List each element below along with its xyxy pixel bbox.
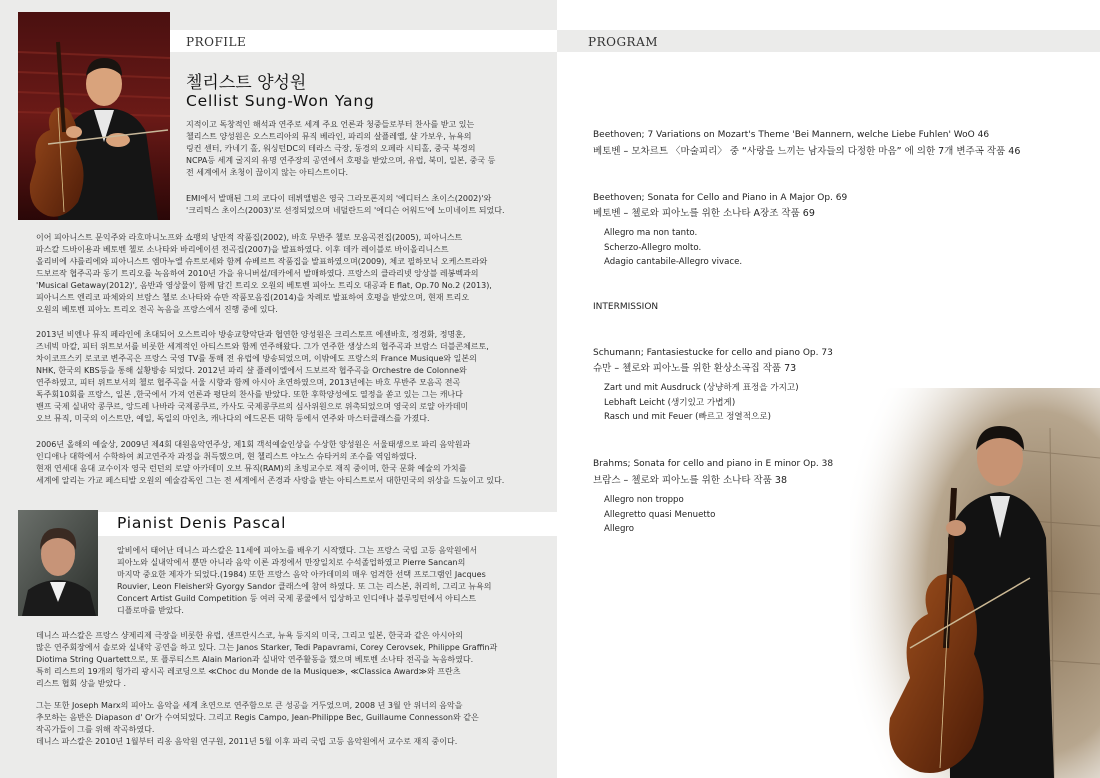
- pianist-bio-2: 데니스 파스칼은 프랑스 샹제리제 극장을 비롯한 유럽, 샌프란시스코, 뉴욕 등지의 미국, 그리고 일본, 한국과 같은 아시아의 많은 연주회장에서 솔로와 실내악 공연을 하고 있다. 그는 Janos Starker, Tedi Papavrami, Corey Cerovsek, Philippe Graffin과 Diotima String Quartett으로, 또 플루티스트 Alain Marion과 실내악 연주활동을 했으며 베토벤 소나타 전곡을 녹음하였다. 특히 리스트의 19개의 헝가리 광시곡 레코딩으로 ≪Choc du Monde de la Musique≫, ≪Classica Award≫와 프란츠 리스트 협회 상을 받았다 .: [36, 631, 498, 688]
- cellist-bio-3: 이어 피아니스트 문익주와 라흐마니노프와 쇼팽의 낭만적 작품집(2002), 바흐 무반주 첼로 모음곡전집(2005), 피아니스트 파스칼 드바이용과 베토벤 첼로 소나타와 바리에이션 전곡집(2007)을 발표하였다. 이후 데카 레이블로 바이올리니스트 올리비에 샤를리에와 피아니스트 엠마누엘 슈트로세와 함께 슈베르트 작품집을 발표하였으며(2009), 체코 필하모닉 오케스트라와 드보르작 협주곡과 동기 트리오를 녹음하여 2010년 가을 유니버설/데카에서 발매하였다. 프랑스의 클라리넷 앙상블 레봉벡과의 'Musical Getaway(2012)', 음반과 영상물이 함께 담긴 트리오 오원의 베토벤 피아노 트리오 대공과 E flat, Op.70 No.2 (2013), 피아니스트 엔리코 파체와의 브람스 첼로 소나타와 슈만 작품모음집(2014)을 차례로 발표하여 호평을 받았으며, 현재 트리오 오원의 베토벤 피아노 트리오 전곡 녹음을 프랑스에서 진행 중에 있다.: [36, 233, 492, 314]
- program-1-title-en: Beethoven; 7 Variations on Mozart's Theme 'Bei Mannern, welche Liebe Fuhlen' WoO 46: [593, 130, 990, 140]
- program-3-title-en: Schumann; Fantasiestucke for cello and piano Op. 73: [593, 348, 833, 358]
- program-3-movements: Zart und mit Ausdruck (상냥하게 표정을 가지고) Lebhaft Leicht (생기있고 가볍게) Rasch und mit Feuer (빠르고 정열적으로): [604, 383, 799, 422]
- pianist-name-en: Pianist Denis Pascal: [117, 514, 287, 532]
- cellist-bio-2: EMI에서 발매된 그의 코다이 데뷔앨범은 영국 그라모폰지의 '에디터스 초이스(2002)'와 '크리틱스 초이스(2003)'로 선정되었으며 네덜란드의 '에디슨 어워드'에 노미네이트 되었다.: [186, 194, 505, 215]
- program-4-movements: Allegro non troppo Allegretto quasi Menuetto Allegro: [604, 495, 716, 534]
- cellist-standing-photo-image: [850, 388, 1100, 778]
- program-3-title-ko: 슈만 – 첼로와 피아노를 위한 환상소곡집 작품 73: [593, 363, 797, 374]
- program-2-movements: Allegro ma non tanto. Scherzo-Allegro molto. Adagio cantabile-Allegro vivace.: [604, 228, 743, 267]
- program-label: PROGRAM: [588, 35, 659, 49]
- program-page: [557, 0, 1100, 778]
- pianist-bio-3: 그는 또한 Joseph Marx의 피아노 음악을 세계 초연으로 연주함으로 큰 성공을 거두었으며, 2008 년 3월 안 위너의 음악을 추모하는 음반은 Diapason d' Or가 수여되었다. 그리고 Regis Campo, Jean-Philippe Bec, Guillaume Connesson와 같은 작곡가들이 그를 위해 작곡하였다. 데니스 파스칼은 2010년 1월부터 리옹 음악원 연구원, 2011년 5월 이후 파리 국립 고등 음악원에서 교수로 재직 중이다.: [36, 701, 479, 746]
- program-2-title-en: Beethoven; Sonata for Cello and Piano in A Major Op. 69: [593, 193, 848, 203]
- intermission: INTERMISSION: [593, 302, 659, 312]
- pianist-photo-image: [18, 510, 98, 616]
- program-2-title-ko: 베토벤 – 첼로와 피아노를 위한 소나타 A장조 작품 69: [593, 208, 815, 219]
- cellist-bio-4: 2013년 비엔나 뮤직 페라인에 초대되어 오스트리아 방송교향악단과 협연한 양성원은 크리스토프 에센바흐, 정경화, 정명훈, 즈네빅 마칼, 피터 위트보서를 비롯한 세계적인 아티스트와 함께 연주해왔다. 그가 연주한 생상스의 협주곡과 브람스 더블콘체르토, 차이코프스키 로코코 변주곡은 프랑스 국영 TV를 통해 전 유럽에 방송되었으며, 이밖에도 프랑스의 France Musique와 일본의 NHK, 한국의 KBS등을 통해 실황방송 되었다. 2012년 파리 샬 플레이엘에서 드보르작 협주곡을 Orchestre de Colonne와 연주하였고, 피터 위트보서의 첼로 협주곡을 서울 시향과 함께 아시아 초연하였으며, 2013년에는 바흐 무반주 모음곡 전곡 독주회10회를 프랑스, 일본 ,한국에서 가져 언론과 평단의 찬사를 받았다. 또한 후학양성에도 열정을 쏟고 있는 그는 캐나다 밴프 국제 실내악 콩쿠르, 앙드레 나바라 국제콩쿠르, 카사도 국제콩쿠르의 심사위원으로 위촉되었으며 영국의 로얄 아카데미 오브 뮤직, 미국의 이스트만, 예일, 독일의 마인츠, 캐나다의 에드몬튼 대학 등에서 연주와 마스터클래스를 가졌다.: [36, 330, 489, 423]
- cellist-bio-1: 지적이고 독창적인 해석과 연주로 세계 주요 언론과 청중들로부터 찬사를 받고 있는 첼리스트 양성원은 오스트리아의 뮤직 베라인, 파리의 살플레옐, 샬 가보우, 뉴욕의 링컨 센터, 카네기 홀, 워싱턴DC의 테라스 극장, 동경의 오페라 시티홀, 중국 북경의 NCPA등 세계 굴지의 유명 연주장의 공연에서 호평을 받았으며, 유럽, 북미, 일본, 중국 등 전 세계에서 초청이 끊이지 않는 아티스트이다.: [186, 120, 496, 177]
- program-4-title-en: Brahms; Sonata for cello and piano in E minor Op. 38: [593, 459, 834, 469]
- cellist-standing-photo: [850, 388, 1100, 778]
- cellist-photo-image: [18, 12, 170, 220]
- profile-label: PROFILE: [186, 35, 247, 49]
- pianist-photo: [18, 510, 98, 616]
- cellist-photo: [18, 12, 170, 220]
- cellist-name-ko: 첼리스트 양성원: [186, 73, 307, 93]
- cellist-name-en: Cellist Sung-Won Yang: [186, 92, 375, 110]
- program-1-title-ko: 베토벤 – 모차르트 〈마술피리〉 중 “사랑을 느끼는 남자들의 다정한 마음” 에 의한 7개 변주곡 작품 46: [593, 146, 1021, 157]
- cellist-bio-5: 2006년 올해의 예술상, 2009년 제4회 대원음악연주상, 제1회 객석예술인상을 수상한 양성원은 서울태생으로 파리 음악원과 인디애나 대학에서 수학하여 최고연주자 과정을 취득했으며, 현 첼리스트 야노스 슈타커의 조수를 역임하였다. 현재 연세대 음대 교수이자 영국 런던의 로얄 아카데미 오브 뮤직(RAM)의 초빙교수로 재직 중이며, 한국 문화 예술의 가치를 세계에 알리는 가교 페스티발 오원의 예술감독인 그는 전 세계에서 존경과 사랑을 받는 아티스트로서 대한민국의 위상을 드높이고 있다.: [36, 440, 505, 485]
- program-4-title-ko: 브람스 – 첼로와 피아노를 위한 소나타 작품 38: [593, 475, 787, 486]
- pianist-bio-1: 알비에서 태어난 데니스 파스칼은 11세에 피아노를 배우기 시작했다. 그는 프랑스 국립 고등 음악원에서 피아노와 실내악에서 뿐만 아니라 음악 이론 과정에서 만장일치로 수석졸업하였고 Pierre Sancan의 마지막 중요한 제자가 되었다.(1984) 또한 프랑스 음악 아카데미의 매우 엄격한 선택 프로그램인 Jacques Rouvier, Leon Fleisher와 Gyorgy Sandor 클래스에 참여 하였다. 또 그는 리스본, 취리히, 그리고 뉴욕의 Concert Artist Guild Competition 등 여러 국제 콩쿨에서 입상하고 인디애나 블루밍턴에서 아티스트 디플로마를 받았다.: [117, 546, 492, 615]
